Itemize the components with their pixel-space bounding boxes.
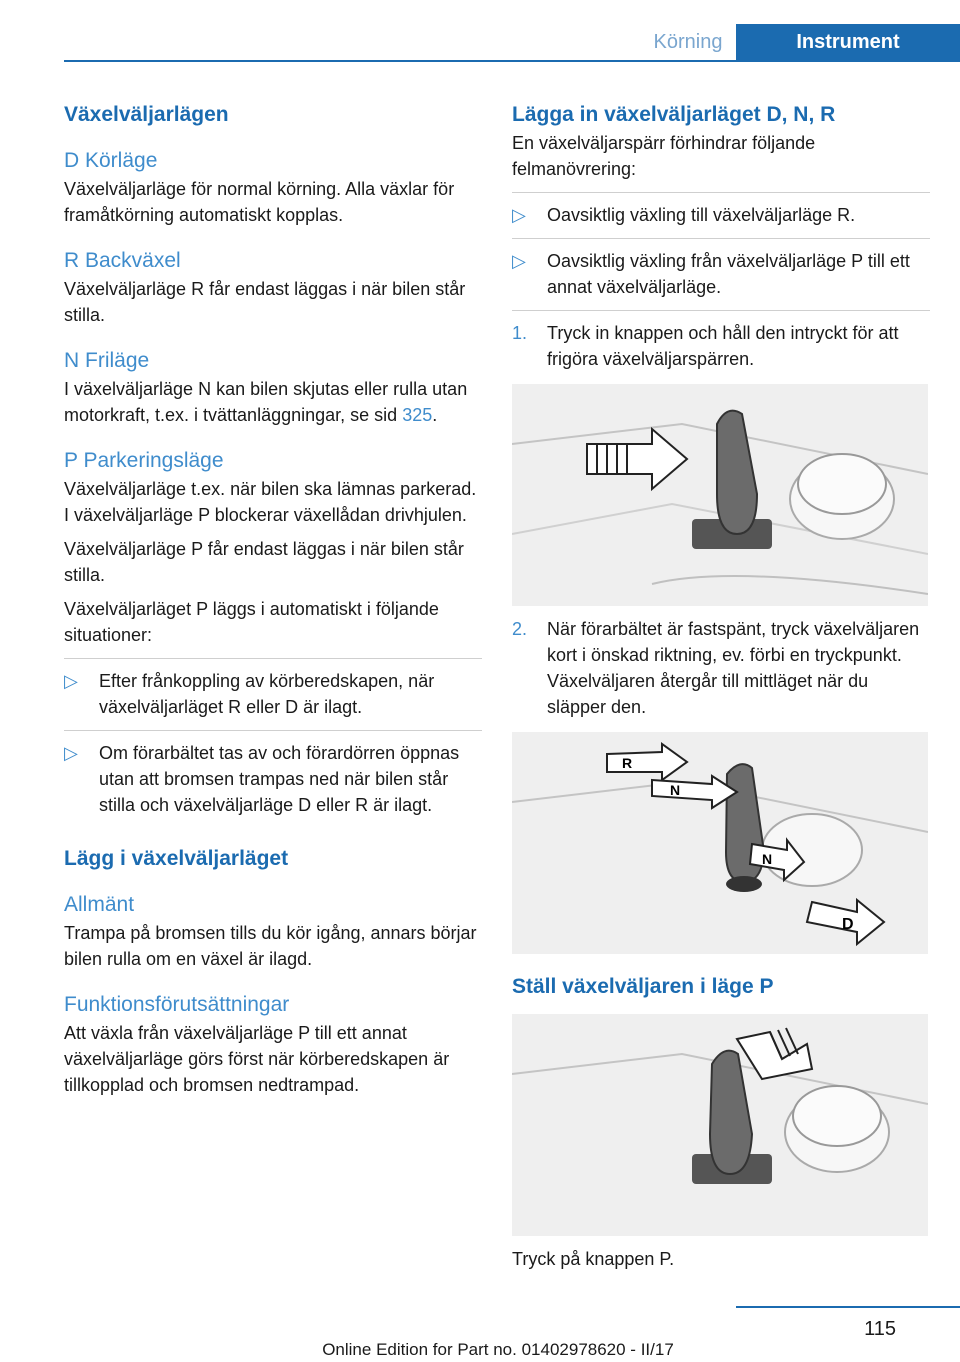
paragraph-p-1: Växelväljarläge t.ex. när bilen ska lämnas parkerad. I växelväljarläge P blockerar växellådan drivhjulen. [64,479,477,525]
triangle-bullet-icon: ▷ [64,743,78,763]
step-number: 2. [512,619,528,639]
list-item [512,248,930,300]
tab-instrument[interactable]: Instrument [736,24,960,61]
step-1 [512,320,930,372]
triangle-bullet-icon: ▷ [512,205,526,225]
edition-line: Online Edition for Part no. 01402978620 - II/17 [322,1340,674,1359]
header-rule [64,60,960,62]
subheading-p: P Parkeringsläge [64,449,224,472]
list-item-text: Efter frånkoppling av körberedskapen, när växelväljarläget R eller D är ilagt. [99,671,435,717]
heading-vaxelvaljarlagen: Växelväljarlägen [64,103,229,126]
heading-dnr: Lägga in växelväljarläget D, N, R [512,103,836,126]
fig-label: R [622,755,633,771]
paragraph-n-end: . [432,405,438,425]
list-item-text: Oavsiktlig växling från växelväljarläge P till ett annat växelväljarläge. [547,251,910,297]
left-column [64,100,482,1098]
step-text: När förarbältet är fastspänt, tryck växelväljaren kort i önskad riktning, ev. förbi en tryckpunkt. Växelväljaren återgår till mittläget när du släpper den. [547,619,920,717]
triangle-bullet-icon: ▷ [64,671,78,691]
park-button-illustration [512,1014,928,1236]
paragraph-intro: En växelväljarspärr förhindrar följande felmanövrering: [512,133,816,179]
paragraph-p-2: Växelväljarläge P får endast läggas i när bilen står stilla. [64,539,464,585]
list-item [64,668,482,720]
paragraph-allmant: Trampa på bromsen tills du kör igång, annars börjar bilen rulla om en växel är ilagd. [64,923,477,969]
list-item [512,202,930,228]
right-column [512,100,930,1272]
paragraph-p-3: Växelväljarläget P läggs i automatiskt i följande situationer: [64,599,439,645]
divider [512,310,930,311]
heading-stall-p: Ställ växelväljaren i läge P [512,975,774,998]
tab-korning[interactable]: Körning [653,31,723,53]
subheading-n: N Friläge [64,349,150,372]
list-item-text: Oavsiktlig växling till växelväljarläge R. [547,205,856,225]
fig-label: N [762,851,773,867]
subheading-funktion: Funktionsförutsättningar [64,993,290,1016]
paragraph-d: Växelväljarläge för normal körning. Alla växlar för framåtkörning automatiskt kopplas. [64,179,455,225]
gear-selector-unlock-illustration [512,384,928,606]
page-number: 115 [864,1318,896,1340]
footer-rule [736,1306,960,1308]
paragraph-n [64,376,482,428]
triangle-bullet-icon: ▷ [512,251,526,271]
paragraph-funktion: Att växla från växelväljarläge P till ett annat växelväljarläge görs först när körberedskapen är tillkopplad och bromsen nedtrampad. [64,1023,450,1095]
subheading-d: D Körläge [64,149,158,172]
gear-selector-direction-illustration [512,732,928,954]
list-item-text: Om förarbältet tas av och förardörren öppnas utan att bromsen trampas ned när bilen står stilla och växelväljarläge D eller R är ilagt. [99,743,460,815]
subheading-r: R Backväxel [64,249,181,272]
step-text: Tryck in knappen och håll den intryckt för att frigöra växelväljarspärren. [547,323,899,369]
fig-label: N [670,782,681,798]
heading-lagg-i: Lägg i växelväljarläget [64,847,289,870]
divider [64,730,482,731]
page-link-325[interactable]: 325 [402,405,433,425]
paragraph-r: Växelväljarläge R får endast läggas i när bilen står stilla. [64,279,466,325]
step-number: 1. [512,323,528,343]
divider [64,658,482,659]
page-header [0,24,960,61]
fig-label: D [842,916,854,933]
paragraph-tryck-p: Tryck på knappen P. [512,1249,675,1269]
subheading-allmant: Allmänt [64,893,135,916]
step-2 [512,616,930,720]
divider [512,192,930,193]
paragraph-n-text: I växelväljarläge N kan bilen skjutas eller rulla utan motorkraft, t.ex. i tvättanläggningar, se sid [64,379,468,425]
list-item [64,740,482,818]
divider [512,238,930,239]
